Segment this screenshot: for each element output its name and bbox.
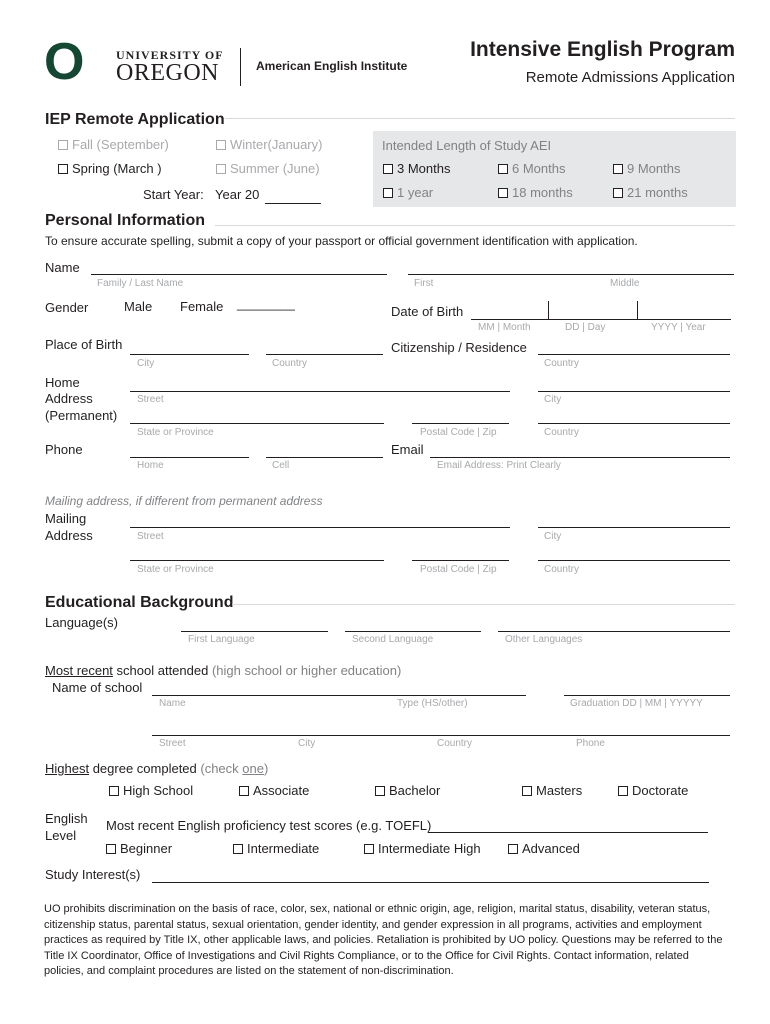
citizenship-field[interactable] [538,354,730,355]
non-discrimination-statement: UO prohibits discrimination on the basis of race, color, sex, national or ethnic origin, age, religion, marital status, disability, veteran status, citizenship status, parental status, sexual orientation, gender identity, and gender expression in all programs, activities and employment practices as required by Title IX, other applicable laws, and policies. Retaliation is prohibited by UO policy. Questions may be referred to the Title IX Coordinator, Office of Investigations and Civil Rights Compliance, or to the Office for Civil Rights. Contact information, related policies, and complaint procedures are listed on the statement of non-discrimination. [44,903,723,977]
mailing-label-2: Address [45,528,93,543]
checkbox-icon [364,844,374,854]
length-1-year-label: 1 year [397,185,434,200]
hint-mailing-state: State or Province [137,564,214,575]
checkbox-icon [508,844,518,854]
mailing-postal-field[interactable] [412,560,509,561]
level-intermediate-high-label: Intermediate High [378,841,481,856]
length-21-months[interactable] [613,185,688,200]
level-advanced[interactable] [508,841,580,856]
start-year-label: Start Year: [143,187,204,202]
gender-male-option[interactable]: Male [124,299,153,314]
school-name-label: Name of school [52,680,143,695]
length-9-months-label: 9 Months [627,161,681,176]
education-heading: Educational Background [45,594,234,611]
hint-family-name: Family / Last Name [97,278,184,289]
recent-school-heading [45,663,401,678]
name-label: Name [45,260,80,275]
hint-phone-home: Home [137,460,164,471]
hint-home-state: State or Province [137,427,214,438]
hint-home-postal: Postal Code | Zip [420,427,497,438]
length-6-months-label: 6 Months [512,161,566,176]
dob-field[interactable] [471,319,731,320]
pob-city-field[interactable] [130,354,249,355]
degree-masters[interactable] [522,783,582,798]
degree-associate-label: Associate [253,783,310,798]
pob-label: Place of Birth [45,337,123,352]
level-beginner-label: Beginner [120,841,173,856]
hint-home-street: Street [137,394,164,405]
email-field[interactable] [430,457,730,458]
degree-bachelor[interactable] [375,783,440,798]
recent-grey: (high school or higher education) [208,663,402,678]
length-9-months[interactable] [613,161,680,176]
length-21-months-label: 21 months [627,185,688,200]
hint-school-phone: Phone [576,738,605,749]
mailing-state-field[interactable] [130,560,384,561]
recent-rest: school attended [112,663,209,678]
highest-close: ) [263,761,269,776]
checkbox-icon [618,786,628,796]
languages-label: Language(s) [45,615,118,630]
degree-high-school-label: High School [123,783,194,798]
level-intermediate-label: Intermediate [247,841,320,856]
hint-dob-month: MM | Month [478,322,531,333]
hint-first-name: First [414,278,434,289]
hint-pob-city: City [137,358,155,369]
home-address-label-1: Home [45,375,80,390]
checkbox-icon [239,786,249,796]
term-fall-checkbox[interactable] [58,137,169,152]
term-winter-checkbox[interactable] [216,137,322,152]
phone-home-field[interactable] [130,457,249,458]
phone-cell-field[interactable] [266,457,383,458]
hint-school-name: Name [159,698,186,709]
hint-citizenship-country: Country [544,358,580,369]
highest-check: (check [196,761,243,776]
study-interest-label: Study Interest(s) [45,867,141,882]
hint-dob-day: DD | Day [565,322,606,333]
home-postal-field[interactable] [412,423,509,424]
degree-high-school[interactable] [109,783,193,798]
mailing-street-field[interactable] [130,527,510,528]
hint-school-city: City [298,738,316,749]
hint-mailing-street: Street [137,531,164,542]
term-spring-checkbox[interactable] [58,161,162,176]
degree-bachelor-label: Bachelor [389,783,441,798]
english-level-label-2: Level [45,828,77,843]
hint-pob-country: Country [272,358,308,369]
hint-school-country: Country [437,738,473,749]
last-name-field[interactable] [91,274,387,275]
degree-doctorate-label: Doctorate [632,783,689,798]
dob-label: Date of Birth [391,304,464,319]
school-address-field[interactable] [152,735,730,736]
term-summer-checkbox[interactable] [216,161,320,176]
start-year-field[interactable] [265,203,321,204]
home-state-field[interactable] [130,423,384,424]
mailing-note: Mailing address, if different from permanent address [45,494,323,508]
hint-phone-cell: Cell [272,460,290,471]
program-title: Intensive English Program [470,38,735,61]
gender-other-field[interactable]: ________ [237,296,295,311]
other-languages-field[interactable] [498,631,730,632]
pob-country-field[interactable] [266,354,383,355]
first-language-field[interactable] [181,631,328,632]
mailing-label-1: Mailing [45,511,87,526]
home-address-label-2: Address [45,391,93,406]
test-scores-field[interactable] [428,832,708,833]
test-scores-label: Most recent English proficiency test scores (e.g. TOEFL) [106,818,432,833]
length-18-months-label: 18 months [512,185,573,200]
second-language-field[interactable] [345,631,481,632]
hint-first-language: First Language [188,634,255,645]
term-winter-label: Winter(January) [230,137,323,152]
checkbox-icon [106,844,116,854]
personal-heading-rule [215,225,735,226]
checkbox-icon [233,844,243,854]
checkbox-icon [498,164,508,174]
level-intermediate[interactable] [233,841,319,856]
english-level-label-1: English [45,811,88,826]
gender-label: Gender [45,300,89,315]
home-street-field[interactable] [130,391,510,392]
level-intermediate-high[interactable] [364,841,481,856]
checkbox-icon [613,188,623,198]
mailing-city-field[interactable] [538,527,730,528]
highest-one: one [242,761,264,776]
length-18-months[interactable] [498,185,573,200]
hint-school-type: Type (HS/other) [397,698,468,709]
hint-home-city: City [544,394,562,405]
mailing-country-field[interactable] [538,560,730,561]
checkbox-icon [383,188,393,198]
length-heading: Intended Length of Study AEI [382,138,552,153]
degree-associate[interactable] [239,783,309,798]
length-3-months[interactable] [383,161,450,176]
citizenship-label: Citizenship / Residence [391,340,527,355]
dob-divider-2 [637,301,638,319]
institute-name: American English Institute [256,59,408,73]
hint-dob-year: YYYY | Year [651,322,706,333]
hint-mailing-city: City [544,531,562,542]
checkbox-icon [375,786,385,796]
hint-other-languages: Other Languages [505,634,583,645]
home-country-field[interactable] [538,423,730,424]
school-name-field[interactable] [152,695,526,696]
start-year-value: Year 20 [215,187,260,202]
highest-degree-heading [45,761,268,776]
gender-female-option[interactable]: Female [180,299,224,314]
dob-divider-1 [548,301,549,319]
level-advanced-label: Advanced [522,841,580,856]
checkbox-icon [216,140,226,150]
personal-heading: Personal Information [45,212,206,229]
study-interest-field[interactable] [152,882,709,883]
uo-logo [44,33,244,91]
passport-instruction: To ensure accurate spelling, submit a copy of your passport or official government identification with application. [45,234,638,248]
education-heading-rule [232,604,735,605]
term-summer-label: Summer (June) [230,161,320,176]
checkbox-icon [109,786,119,796]
checkbox-icon [613,164,623,174]
degree-masters-label: Masters [536,783,583,798]
checkbox-icon [383,164,393,174]
program-subtitle: Remote Admissions Application [525,69,735,86]
email-label: Email [391,442,424,457]
checkbox-icon [58,164,68,174]
hint-email: Email Address: Print Clearly [437,460,561,471]
hint-second-language: Second Language [352,634,434,645]
level-beginner[interactable] [106,841,172,856]
graduation-date-field[interactable] [564,695,730,696]
checkbox-icon [522,786,532,796]
first-middle-name-field[interactable] [408,274,734,275]
length-1-year[interactable] [383,185,433,200]
iep-heading-rule [225,118,735,119]
phone-label: Phone [45,442,83,457]
degree-doctorate[interactable] [618,783,688,798]
checkbox-icon [58,140,68,150]
term-fall-label: Fall (September) [72,137,169,152]
hint-home-country: Country [544,427,580,438]
checkbox-icon [498,188,508,198]
highest-rest: degree completed [89,761,197,776]
term-spring-label: Spring (March ) [72,161,162,176]
logo-university-of: UNIVERSITY OF [116,48,224,62]
hint-mailing-country: Country [544,564,580,575]
home-address-label-3: (Permanent) [45,408,118,423]
logo-oregon: OREGON [116,60,219,86]
length-3-months-label: 3 Months [397,161,451,176]
logo-divider [240,48,241,86]
uo-o-mark: O [44,33,85,91]
highest-underlined: Highest [45,761,90,776]
hint-mailing-postal: Postal Code | Zip [420,564,497,575]
iep-heading: IEP Remote Application [45,111,225,128]
recent-underlined: Most recent [45,663,113,678]
home-city-field[interactable] [538,391,730,392]
hint-middle-name: Middle [610,278,640,289]
checkbox-icon [216,164,226,174]
length-6-months[interactable] [498,161,565,176]
hint-school-street: Street [159,738,186,749]
hint-graduation: Graduation DD | MM | YYYYY [570,698,703,709]
